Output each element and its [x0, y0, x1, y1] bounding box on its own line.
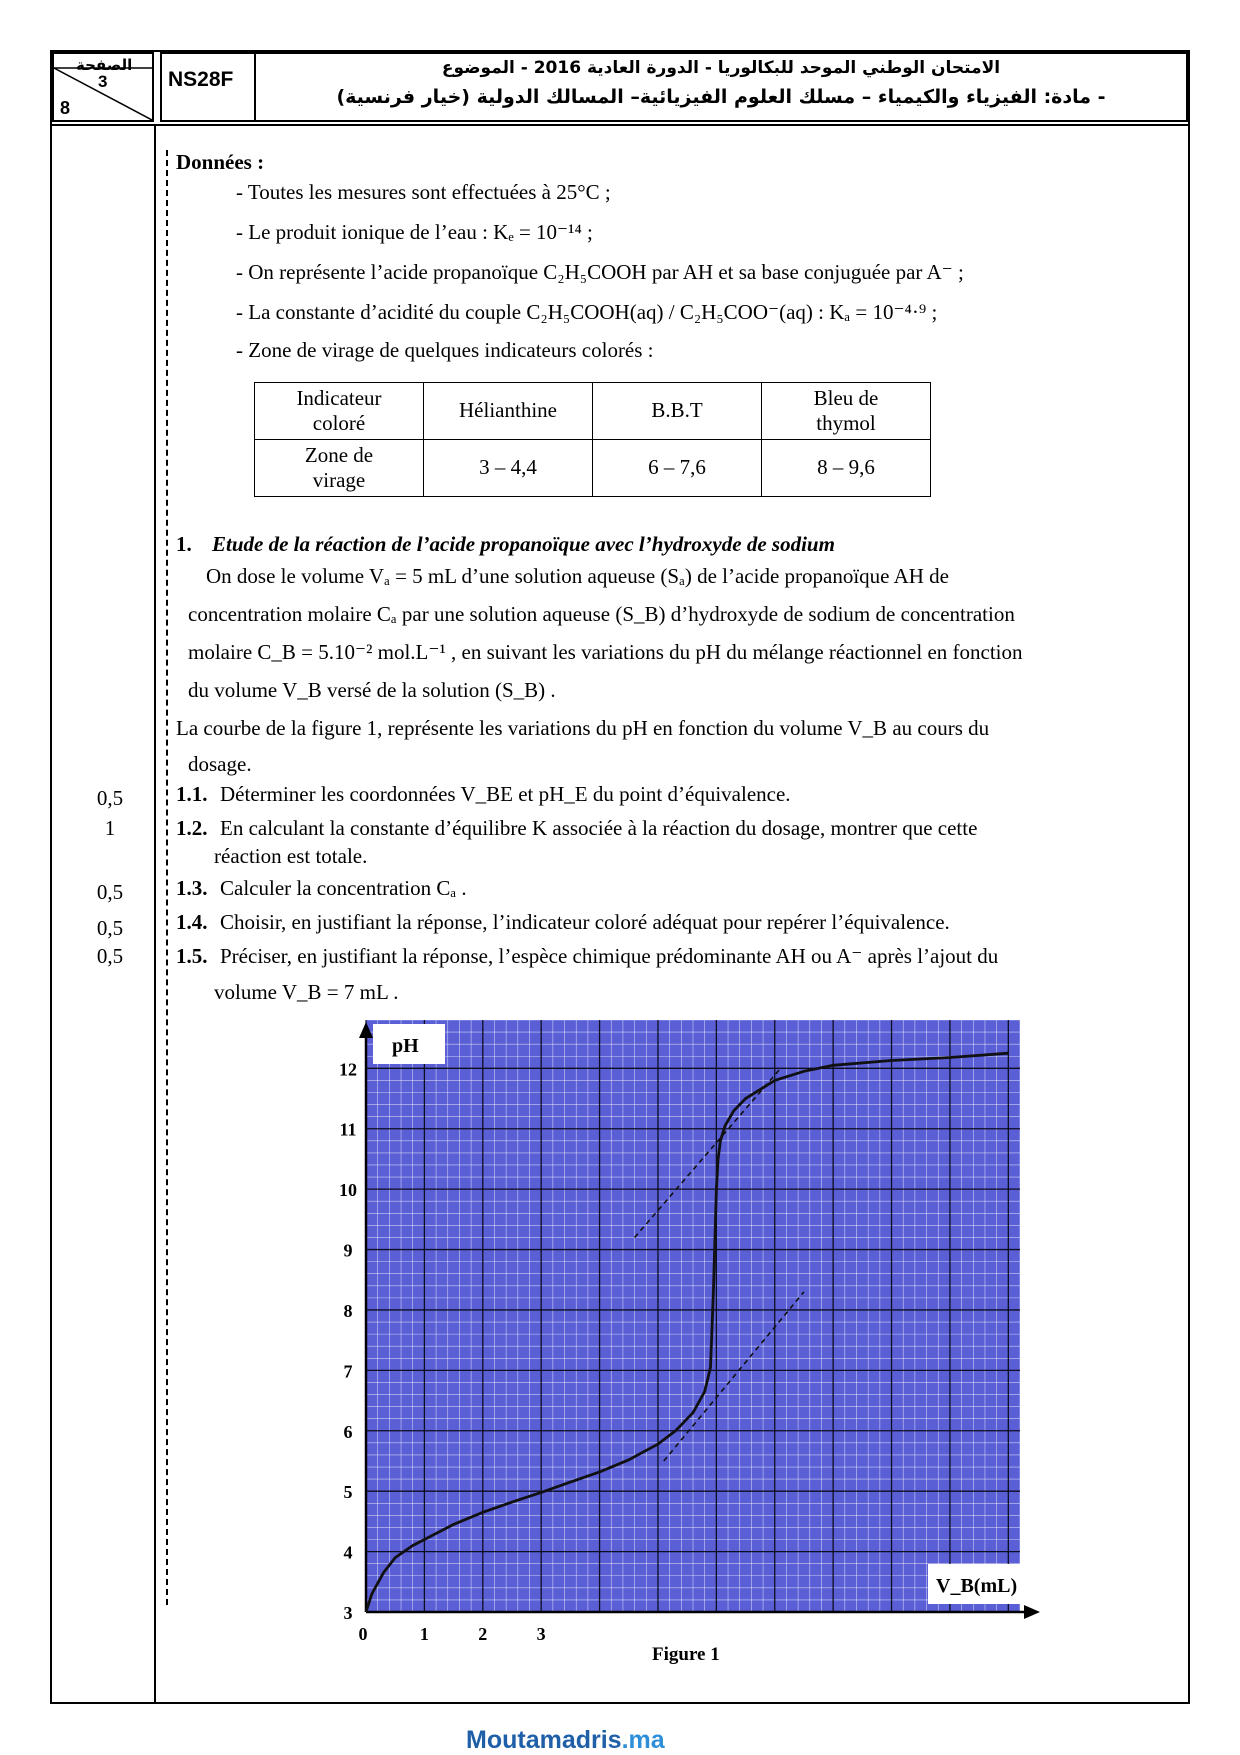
page-current: 3: [98, 72, 108, 91]
table-cell: Hélianthine: [424, 383, 593, 440]
y-tick-label: 11: [339, 1119, 357, 1140]
row1-label-l1: Indicateur: [296, 385, 382, 410]
row2-label-l1: Zone de: [304, 442, 374, 467]
q1-text: Déterminer les coordonnées V_BE et pH_E du point d’équivalence.: [220, 782, 791, 806]
donnees-item-4: - La constante d’acidité du couple C₂H₅COOH(aq) / C₂H₅COO⁻(aq) : Kₐ = 10⁻⁴·⁹ ;: [236, 300, 938, 324]
table-cell: 8 – 9,6: [762, 440, 931, 497]
y-tick-label: 6: [343, 1421, 353, 1442]
y-axis-label: pH: [392, 1035, 419, 1057]
para-line-2: concentration molaire Cₐ par une solution aqueuse (S_B) d’hydroxyde de sodium de concentration: [188, 602, 1015, 626]
exam-code: NS28F: [160, 52, 256, 122]
donnees-heading: Données :: [176, 150, 265, 174]
page-label: الصفحة: [76, 56, 133, 74]
q2-number: 1.2.: [176, 816, 208, 840]
q5-number: 1.5.: [176, 944, 208, 968]
para-line-1: On dose le volume Vₐ = 5 mL d’une solution aqueuse (Sₐ) de l’acide propanoïque AH de: [206, 564, 949, 588]
y-tick-label: 12: [339, 1059, 357, 1080]
mark-q4: 0,5: [96, 916, 124, 940]
x-tick-label: 1: [419, 1624, 429, 1644]
x-tick-label: 2: [478, 1624, 488, 1644]
figure-caption: Figure 1: [652, 1644, 720, 1665]
page-total: 8: [60, 98, 71, 118]
q3-text: Calculer la concentration Cₐ .: [220, 876, 467, 900]
x-tick-label: 0: [358, 1624, 368, 1644]
q4-text: Choisir, en justifiant la réponse, l’indicateur coloré adéquat pour repérer l’équivalence.: [220, 910, 950, 934]
mark-q3: 0,5: [96, 880, 124, 904]
para-line-4: du volume V_B versé de la solution (S_B) .: [188, 678, 556, 702]
section1-title: Etude de la réaction de l’acide propanoïque avec l’hydroxyde de sodium: [212, 532, 835, 556]
q5-text-l2: volume V_B = 7 mL .: [214, 980, 399, 1004]
col3-name-l1: Bleu de: [813, 385, 879, 410]
q4-number: 1.4.: [176, 910, 208, 934]
y-tick-label: 7: [343, 1361, 353, 1382]
donnees-item-3: - On représente l’acide propanoïque C₂H₅COOH par AH et sa base conjuguée par A⁻ ;: [236, 260, 964, 284]
x-tick-labels: [359, 1624, 546, 1644]
donnees-item-1: - Toutes les mesures sont effectuées à 25°C ;: [236, 180, 611, 204]
para2-line-2: dosage.: [188, 752, 252, 776]
q2-text-l2: réaction est totale.: [214, 844, 368, 868]
mark-q1: 0,5: [96, 786, 124, 810]
mark-q2: 1: [104, 816, 116, 840]
x-axis-label: V_B(mL): [936, 1575, 1018, 1597]
col3-name-l2: thymol: [816, 411, 876, 435]
y-tick-label: 5: [343, 1482, 353, 1503]
donnees-item-5: - Zone de virage de quelques indicateurs colorés :: [236, 338, 654, 362]
donnees-item-2: - Le produit ionique de l’eau : Kₑ = 10⁻¹⁴ ;: [236, 220, 593, 244]
q5-text-l1: Préciser, en justifiant la réponse, l’espèce chimique prédominante AH ou A⁻ après l’ajout du: [220, 944, 999, 968]
table-cell: B.B.T: [593, 383, 762, 440]
exam-title-line2: - مادة: الفيزياء والكيمياء – مسلك العلوم الفيزيائية– المسالك الدولية (خيار فرنسية): [336, 86, 1106, 108]
para2-line-1: La courbe de la figure 1, représente les variations du pH en fonction du volume V_B au cours du: [176, 716, 990, 740]
footer-logo: [466, 1726, 665, 1755]
footer-brand: Moutamadris: [466, 1726, 622, 1754]
y-tick-label: 8: [343, 1300, 353, 1321]
q2-text-l1: En calculant la constante d’équilibre K associée à la réaction du dosage, montrer que cette: [220, 816, 978, 840]
table-cell: 3 – 4,4: [424, 440, 593, 497]
y-tick-label: 3: [343, 1603, 353, 1623]
y-tick-label: 9: [343, 1240, 353, 1261]
table-cell: 6 – 7,6: [593, 440, 762, 497]
row1-label-l2: coloré: [312, 411, 366, 435]
x-axis-arrow: [1024, 1605, 1040, 1619]
q1-number: 1.1.: [176, 782, 208, 806]
section1-number: 1.: [176, 532, 192, 556]
y-tick-label: 10: [339, 1180, 357, 1201]
x-tick-label: 3: [536, 1624, 546, 1644]
row2-label-l2: virage: [312, 468, 366, 492]
para-line-3: molaire C_B = 5.10⁻² mol.L⁻¹ , en suivant les variations du pH du mélange réactionnel en fonction: [188, 640, 1023, 664]
footer-tld: .ma: [621, 1726, 665, 1754]
y-tick-label: 4: [343, 1542, 353, 1563]
y-tick-labels: [339, 1059, 357, 1623]
q3-number: 1.3.: [176, 876, 208, 900]
mark-q5: 0,5: [96, 944, 124, 968]
exam-title-line1: الامتحان الوطني الموحد للبكالوريا - الدورة العادية 2016 - الموضوع: [441, 58, 1001, 78]
